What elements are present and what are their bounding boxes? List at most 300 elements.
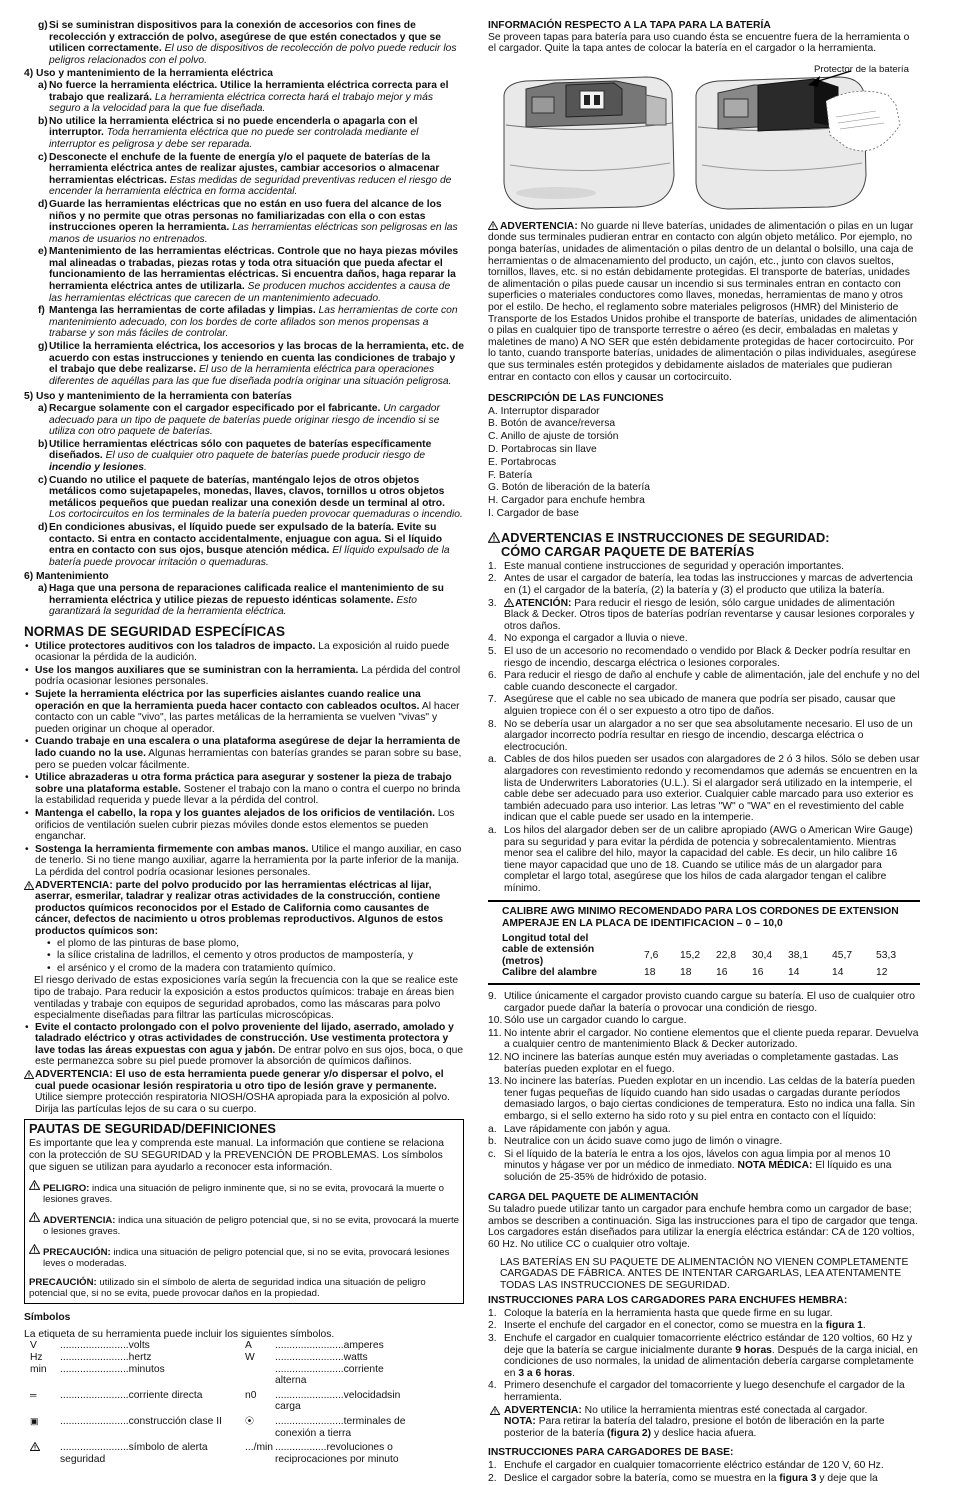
bullet-text: La exposición al ruido puede ocasionar la pérdida de la audición. (35, 640, 450, 664)
function-item: A. Interruptor disparador (488, 405, 600, 417)
simbolos-intro: La etiqueta de su herramienta puede incluir los siguientes símbolos. (24, 1328, 335, 1340)
advertencia-block-2 (24, 1069, 464, 1115)
function-item: D. Portabrocas sin llave (488, 444, 597, 456)
charging-title-line2: CÓMO CARGAR PAQUETE DE BATERÍAS (501, 543, 755, 559)
item-bold: Mantenga las herramientas de corte afiladas y limpias. (49, 305, 316, 317)
warn-icon (30, 1442, 40, 1455)
step-text: Para reducir el riesgo de daño al enchufe y cable de alimentación, jale del enchufe y no del cable cuando desconecte el cargador. (504, 670, 920, 693)
step-bold2: 3 a 6 horas (518, 1367, 573, 1379)
step-bold: figura 1 (825, 1320, 863, 1332)
list-item (24, 341, 464, 387)
step-number: 4. (488, 1380, 497, 1392)
nota-label: NOTA: (504, 1416, 536, 1428)
step-text: Enchufe el cargador en cualquier tomacorriente eléctrico estándar de 120 voltios, 60 Hz y deje que la batería se cargue inicialmente durante (504, 1333, 913, 1356)
item-letter: f) (38, 305, 45, 317)
item-bold: Haga que una persona de reparaciones calificada realice el mantenimiento de su herramienta eléctrica y utilice piezas de repuesto idénticas solamente. (49, 582, 444, 606)
step-number: c. (488, 1148, 497, 1160)
step-text: Primero desenchufe el cargador del tomacorriente y luego desenchufe el cargador de la herramienta. (504, 1380, 905, 1404)
step-number: 2. (488, 573, 497, 585)
tapa-title: INFORMACIÓN RESPECTO A LA TAPA PARA LA BATERÍA (488, 20, 771, 31)
function-list (488, 406, 920, 521)
awg-title1: CALIBRE AWG MINIMO RECOMENDADO PARA LOS CORDONES DE EXTENSION (502, 906, 899, 918)
step-item (488, 1308, 920, 1320)
symbol-cell (275, 1413, 415, 1439)
step-number: 9. (488, 991, 497, 1003)
item-italic: La herramienta eléctrica correcta hará el trabajo mejor y más seguro a la velocidad para la que fue diseñada. (49, 91, 434, 115)
step-bold: figura 3 (779, 1472, 817, 1484)
charging-steps (488, 561, 920, 895)
symbol-cell (30, 1340, 60, 1352)
awg-gauge: 18 (680, 967, 692, 979)
step-item (488, 991, 920, 1014)
symbol-text: Hz (30, 1352, 43, 1363)
symbol-text: ........................hertz (60, 1352, 152, 1363)
bullet-bold: Mantenga el cabello, la ropa y los guantes alejados de los orificios de ventilación. (35, 808, 435, 819)
list-item (24, 116, 464, 151)
symbol-text: ..................revoluciones o reciprocaciones por minuto (275, 1442, 399, 1465)
list-item (24, 305, 464, 340)
left-column (24, 20, 464, 1465)
step-item (488, 646, 920, 669)
bullet-item (24, 665, 464, 688)
nota-bold: (figura 2) (607, 1427, 652, 1439)
step-item (488, 1149, 920, 1184)
step-text: No exponga el cargador a lluvia o nieve. (504, 633, 688, 645)
bullet-text: Sostener el trabajo con la mano o contra el cuerpo no brinda la estabilidad requerida y puede llevar a la pérdida del control. (35, 783, 461, 807)
symbol-cell (60, 1352, 245, 1364)
item-italic: Esto garantizará la seguridad de la herramienta eléctrica. (49, 594, 417, 618)
carga-title: CARGA DEL PAQUETE DE ALIMENTACIÓN (488, 1191, 699, 1203)
riesgo-text: El riesgo derivado de estas exposiciones varía según la frecuencia con la que se realice este tipo de trabajo. Para reducir la exposición a estos productos químicos: trabaje en áreas bien ventiladas y trabaje con equipos de seguridad aprobados, como las máscaras para polvo especialmente diseñadas para filtrar las partículas microscópicas. (34, 975, 459, 1022)
adv4-text: No utilice la herramienta mientras esté conectada al cargador. (581, 1404, 868, 1416)
awg-row2-label: Calibre del alambre (502, 967, 597, 979)
section-heading: 6) Mantenimiento (24, 571, 109, 583)
function-item: G. Botón de liberación de la batería (488, 482, 650, 494)
step-item (488, 670, 920, 693)
bullet-item (24, 772, 464, 807)
symbol-cell (30, 1364, 60, 1387)
sec4-list (24, 80, 464, 387)
symbol-cell (245, 1387, 275, 1413)
item-bold: Guarde las herramientas eléctricas que no están en uso fuera del alcance de los niños y no permite que otras personas no familiarizadas con ella o con estas instrucciones operen la herramienta. (49, 198, 442, 234)
battery-image-right (696, 71, 900, 209)
symbol-text: ........................construcción clase II (60, 1415, 222, 1427)
step-bold: ATENCIÓN: (515, 597, 572, 609)
section-heading: 5) Uso y mantenimiento de la herramienta con baterías (24, 391, 292, 403)
awg-length: 45,7 (832, 950, 853, 962)
step-text: Deslice el cargador sobre la batería, como se muestra en la (504, 1472, 780, 1484)
warning-icon (29, 1180, 40, 1190)
symbol-cell (30, 1352, 60, 1364)
desc-title: DESCRIPCIÓN DE LAS FUNCIONES (488, 393, 664, 405)
step-item (488, 1124, 920, 1136)
item-bold: Desconecte el enchufe de la fuente de energía y/o el paquete de baterías de la herramienta eléctrica antes de realizar ajustes, cambiar accesorios o almacenar herramientas eléctricas. (49, 151, 440, 186)
advertencia-text: ADVERTENCIA: parte del polvo producido por las herramientas eléctricas al lijar, aserrar, esmerilar, taladrar y realizar otras actividades de la construcción, contiene productos químicos reconocidos por el Estado de California como causantes de cáncer, defectos de nacimiento u otros problemas reproductivos. Algunos de estos productos químicos son: (35, 879, 444, 937)
step-number: 2. (488, 1320, 497, 1332)
step-item (488, 1136, 920, 1148)
symbol-cell (30, 1387, 60, 1413)
warning-icon (504, 598, 514, 607)
item-bold: Cuando no utilice el paquete de baterías, manténgalo lejos de otros objetos metálicos como sujetapapeles, monedas, llaves, clavos, tornillos u otros objetos metálicos pequeños que puedan realizar una conexión desde un terminal al otro. (49, 474, 445, 509)
step-item (488, 1473, 920, 1485)
precaucion-note (29, 1277, 459, 1299)
caps-text: LAS BATERÍAS EN SU PAQUETE DE ALIMENTACIÓN NO VIENEN COMPLETAMENTE CARGADAS DE FÁBRICA. ANTES DE INTENTAR CARGARLAS, LEA ATENTAMENTE TODAS LAS INSTRUCCIONES DE SEGURIDAD. (500, 1256, 909, 1291)
step-item (488, 1076, 920, 1122)
precaucion-text: utilizado sin el símbolo de alerta de seguridad indica una situación de peligro potencial que, si no se evita, puede provocar daños en la propiedad. (29, 1277, 426, 1300)
symbol-text: ........................watts (275, 1352, 368, 1363)
item-letter: g) (38, 20, 48, 31)
awg-gauge: 16 (716, 967, 728, 979)
item-letter: b) (38, 115, 48, 127)
step-number: 5. (488, 646, 497, 658)
precaucion-label: PRECAUCIÓN: (29, 1277, 97, 1289)
step-item (488, 825, 920, 895)
chemical-text: la sílice cristalina de ladrillos, el cemento y otros productos de mampostería, y (57, 950, 413, 962)
bullet-item (24, 844, 464, 879)
warning-icon (24, 1070, 34, 1079)
function-item: I. Cargador de base (488, 508, 580, 520)
list-item (24, 403, 464, 438)
pautas-intro: Es importante que lea y comprenda este manual. La información que contiene se relaciona con la protección de SU SEGURIDAD y la PREVENCIÓN DE PROBLEMAS. Los símbolos que siguen se utilizan para ayudarlo a reconocer esta información. (29, 1138, 444, 1173)
step-item (488, 1333, 920, 1379)
symbol-text: n0 (245, 1389, 257, 1401)
list-item (24, 522, 464, 568)
evite-text: De entrar polvo en sus ojos, boca, o que este permanezca sobre su piel puede promover la absorción de químicos dañinos. (35, 1044, 464, 1068)
list-item (24, 475, 464, 521)
warning-icon (29, 1244, 40, 1254)
definition-text: indica una situación de peligro inminente que, si no se evita, provocará la muerte o lesiones graves. (43, 1183, 445, 1206)
symbol-row (30, 1364, 415, 1387)
normas-title: NORMAS DE SEGURIDAD ESPECÍFICAS (24, 623, 286, 639)
symbol-text: W (245, 1352, 255, 1363)
step-number: 3. (488, 597, 497, 609)
item-letter: a) (38, 79, 48, 91)
symbol-cell (275, 1340, 415, 1352)
awg-length: 7,6 (644, 950, 659, 962)
step-number: 10. (488, 1015, 503, 1027)
item-bold: No fuerce la herramienta eléctrica. Utilice la herramienta eléctrica correcta para el trabajo que realizará. (49, 79, 449, 103)
warning-icon (490, 1406, 500, 1415)
chemical-item (46, 963, 464, 975)
step-text: Neutralice con un ácido suave como jugo de limón o vinagre. (504, 1136, 783, 1148)
adv3-text: No guarde ni lleve baterías, unidades de alimentación o pilas en un lugar donde sus terminales pudieran entrar en contacto con algún objeto metálico. Por ejemplo, no ponga baterías, unidades de alimentación o pilas dentro de un delantal o bolsillo, una caja de herramientas o de almacenamiento del producto, un cajón, etc., junto con clavos sueltos, tornillos, llaves, etc. si no están debidamente protegidas. El transporte de baterías, unidades de alimentación o pilas puede causar un incendio si sus terminales entran en contacto con superficies o materiales conductores como llaves, monedas, herramientas de mano y otros por el estilo. De hecho, el reglamento sobre materiales peligrosos (HMR) del Ministerio de Transporte de los Estados Unidos prohibe el transporte de baterías, unidades de alimentación o pilas en cualquier tipo de transporte terrestre o aéreo (es decir, embaladas en maletas y maletines de mano) A NO SER que estén debidamente protegidas de hacer cortocircuito. Por lo tanto, cuando transporte baterías, unidades de alimentación o pilas individuales, asegúrese que sus terminales estén protegidos y debidamente aislados de materiales que pudieran entrar en contacto con ellos y causar un cortocircuito. (488, 220, 917, 383)
definition-text: indica una situación de peligro potencial que, si no se evita, provocará la muerte o lesiones graves. (43, 1215, 459, 1238)
awg-length: 15,2 (680, 950, 701, 962)
step-tail: El líquido es una solución de 25-35% de hidróxido de potasio. (504, 1160, 892, 1183)
chemical-item (46, 950, 464, 962)
item-letter: d) (38, 521, 48, 533)
battery-figures (496, 65, 920, 213)
cls2-icon: ▣ (30, 1415, 39, 1426)
function-item: F. Batería (488, 469, 533, 481)
awg-grid (502, 933, 920, 979)
item-letter: a) (38, 582, 48, 594)
step-text: No intente abrir el cargador. No contiene elementos que el cliente pueda reparar. Devuelva a cualquier centro de mantenimiento Black & Decker autorizado. (504, 1027, 919, 1051)
item-letter: c) (38, 151, 48, 163)
step-item (488, 1015, 920, 1027)
bullet-text: La pérdida del control podría ocasionar lesiones personales. (35, 664, 461, 688)
step-number: 7. (488, 694, 497, 706)
tapa-text: Se proveen tapas para batería para uso cuando ésta se encuentre fuera de la herramienta o el cargador. Quite la tapa antes de colocar la batería en el cargador o la herramienta. (488, 31, 910, 55)
awg-gauge: 14 (832, 967, 844, 979)
step-number: 12. (488, 1052, 503, 1064)
item-letter: e) (38, 246, 48, 258)
symbol-row (30, 1352, 415, 1364)
step-number: 2. (488, 1472, 497, 1484)
step-number: 1. (488, 1307, 497, 1319)
definition-item (29, 1215, 459, 1237)
item-bold: Mantenimiento de las herramientas eléctricas. Controle que no haya piezas móviles mal alineadas o trabadas, piezas rotas y toda otra situación que pueda afectar el funcionamiento de las herramientas eléctricas. Si encuentra daños, haga reparar la herramienta eléctrica antes de utilizarla. (49, 246, 459, 293)
item-bold: Utilice la herramienta eléctrica, los accesorios y las brocas de la herramienta, etc. de acuerdo con estas instrucciones y teniendo en cuenta las condiciones de trabajo y el trabajo que debe realizarse. (49, 341, 464, 376)
symbol-cell (60, 1364, 245, 1387)
bullet-bold: Utilice abrazaderas u otra forma práctica para asegurar y sostener la pieza de trabajo sobre una plataforma estable. (35, 772, 452, 795)
hembra-title: INSTRUCCIONES PARA LOS CARGADORES PARA ENCHUFES HEMBRA: (488, 1295, 848, 1307)
item-bold: Utilice herramientas eléctricas sólo con paquetes de baterías específicamente diseñados. (49, 438, 432, 462)
definitions-list (29, 1183, 459, 1269)
adv2-bold: ADVERTENCIA: El uso de esta herramienta puede generar y/o dispersar el polvo, el cual puede ocasionar lesión respiratoria u otro tipo de lesión grave y permanente. (35, 1069, 444, 1092)
base-steps (488, 1460, 920, 1484)
bullet-bold: Utilice protectores auditivos con los taladros de impacto. (35, 640, 316, 652)
function-item: B. Botón de avance/reversa (488, 418, 616, 430)
list-item (24, 80, 464, 115)
symbol-row (30, 1413, 415, 1439)
symbol-cell (275, 1387, 415, 1413)
symbol-row (30, 1387, 415, 1413)
pautas-box (24, 1119, 464, 1304)
list-item (24, 199, 464, 245)
right-column (488, 20, 920, 1485)
step-bold: 9 horas (735, 1344, 772, 1356)
sec6-list (24, 583, 464, 618)
step-item (488, 1320, 920, 1332)
awg-length: 22,8 (716, 950, 737, 962)
item-italic: Toda herramienta eléctrica que no puede ser controlada mediante el interruptor es peligrosa y debe ser reparada. (49, 127, 419, 150)
chemical-text: el arsénico y el cromo de la madera con tratamiento químico. (57, 962, 336, 974)
symbol-cell (245, 1364, 275, 1387)
symbol-cell (245, 1340, 275, 1352)
adv4-label: ADVERTENCIA: (504, 1404, 582, 1416)
function-item: E. Portabrocas (488, 456, 557, 468)
step-number: a. (488, 824, 497, 836)
step-number: 8. (488, 718, 497, 730)
bullet-bold: Sostenga la herramienta firmemente con ambas manos. (35, 843, 309, 855)
step-number: 3. (488, 1333, 497, 1345)
warning-icon (488, 221, 498, 230)
item-italic: El líquido expulsado de la batería puede provocar irritación o quemaduras. (49, 545, 450, 568)
awg-length: 30,4 (752, 950, 773, 962)
step-text: Cables de dos hilos pueden ser usados con alargadores de 2 ó 3 hilos. Sólo se deben usar alargadores con revestimiento redondo y recomendamos que además se encuentren en la lista de Underwriters Laboratories (U.L.). Si el alargador será utilizado en la intemperie, el cable debe ser adecuado para uso exterior. Cualquier cable marcado para uso exterior es también adecuado para uso interior. Las letras "W" o "WA" en el revestimiento del cable indican que el cable puede ser usado en la intemperie. (504, 754, 920, 824)
item-italic: Se producen muchos accidentes a causa de las herramientas eléctricas que carecen de un mantenimiento adecuado. (49, 281, 451, 304)
symbol-cell (30, 1439, 60, 1465)
item-letter: g) (38, 341, 48, 353)
item-letter: c) (38, 474, 48, 486)
step-item (488, 1380, 920, 1403)
step-number: 13. (488, 1076, 503, 1088)
bullet-text: Algunas herramientas con baterías grandes se paran sobre su base, pero se pueden volcar fácilmente. (35, 748, 462, 771)
gnd-icon: ⦿ (245, 1415, 255, 1426)
warning-icon (24, 881, 34, 890)
awg-row1-label: cable de extensión (metros) (502, 944, 595, 967)
step-number: b. (488, 1136, 497, 1148)
item-bold: No utilice la herramienta eléctrica si no puede encenderla o apagarla con el interruptor. (49, 115, 418, 139)
item-italic: Las herramientas eléctricas son peligrosas en las manos de usuarios no entrenados. (49, 222, 458, 245)
function-item: C. Anillo de ajuste de torsión (488, 431, 619, 443)
symbol-text: ........................terminales de conexión a tierra (275, 1415, 406, 1439)
evite-item (24, 1022, 464, 1068)
step-item (488, 1052, 920, 1075)
item-bolditalic: incendio y lesiones (49, 461, 144, 473)
item-letter: a) (38, 403, 48, 414)
symbol-cell (275, 1352, 415, 1364)
definition-label: PELIGRO: (43, 1183, 90, 1195)
symbol-text: V (30, 1340, 37, 1352)
adv3-label: ADVERTENCIA: (500, 220, 578, 232)
symbol-text: min (30, 1363, 47, 1375)
step-text: Para reducir el riesgo de lesión, sólo cargue unidades de alimentación Black & Decker. Otros tipos de baterías podrían reventarse y causar lesiones corporales y otros daños. (504, 597, 915, 632)
step-bold: NOTA MÉDICA: (737, 1160, 813, 1172)
symbol-cell (275, 1364, 415, 1387)
chemicals-list (24, 938, 464, 975)
item-italic: Las herramientas de corte con mantenimiento adecuado, con los bordes de corte afilados son menos propensas a trabarse y son más fáciles de controlar. (49, 305, 458, 340)
step-text: No se debería usar un alargador a no ser que sea absolutamente necesario. El uso de un alargador incorrecto podría resultar en riesgo de incendio, descarga eléctrica o electrocución. (504, 718, 913, 753)
function-item: H. Cargador para enchufe hembra (488, 495, 645, 507)
charging-title-line1: ADVERTENCIAS E INSTRUCCIONES DE SEGURIDAD: (501, 529, 830, 545)
list-item (24, 152, 464, 198)
bullet-bold: Cuando trabaje en una escalera o una plataforma asegúrese de dejar la herramienta de lado cuando no la use. (35, 736, 461, 760)
bullet-text: Al hacer contacto con un cable "vivo", las partes metálicas de la herramienta se vuelven "vivas" y pueden originar un choque al operador. (35, 700, 460, 735)
nota-tail: y deslice hacia afuera. (651, 1427, 757, 1439)
symbol-cell (60, 1413, 245, 1439)
bullet-item (24, 689, 464, 735)
step-item (488, 561, 920, 573)
bullet-item (24, 736, 464, 771)
symbol-text: A (245, 1340, 252, 1352)
advertencia-block-3 (488, 221, 920, 383)
step-tail2: . (572, 1367, 576, 1379)
bullet-text: Los orificios de ventilación suelen cubrir piezas móviles donde estos elementos se pueden enganchar. (35, 808, 455, 843)
item-letter: b) (38, 438, 48, 450)
list-item (24, 583, 464, 618)
symbol-text: .../min (245, 1442, 274, 1454)
section-heading: 4) Uso y mantenimiento de la herramienta eléctrica (24, 68, 273, 80)
nota-text: Para retirar la batería del taladro, presione el botón de liberación en la parte posterior de la batería (504, 1416, 885, 1439)
symbol-text: ........................velocidadsin carga (275, 1389, 401, 1413)
symbol-text: ........................minutos (60, 1363, 165, 1375)
item-bold: En condiciones abusivas, el líquido puede ser expulsado de la batería. Evite su contacto. Si entra en contacto accidentalmente, enjuague con agua. Si el líquido entra en contacto con sus ojos, busque atención médica. (49, 521, 443, 557)
chemical-text: el plomo de las pinturas de base plomo, (57, 937, 240, 949)
step-text: Los hilos del alargador deben ser de un calibre apropiado (AWG o American Wire Gauge) para su seguridad y para evitar la pérdida de potencia y sobrecalentamiento. Mientras menor sea el calibre del hilo, mayor la capacidad del cable. Es decir, un hilo calibre 16 tiene mayor capacidad que uno de 18. Cuando se utilice más de un alargador para completar el largo total, asegúrese que los hilos de cada alargador tengan el calibre mínimo. (504, 824, 913, 894)
symbol-cell (60, 1439, 245, 1465)
item-bold: Recargue solamente con el cargador especificado por el fabricante. (49, 403, 381, 414)
step-text: Enchufe el cargador en cualquier tomacorriente eléctrico estándar de 120 V, 60 Hz. (504, 1460, 884, 1472)
item-italic: Los cortocircuitos en los terminales de la batería pueden provocar quemaduras o incendio. (49, 509, 463, 521)
symbol-row (30, 1439, 415, 1465)
symbol-cell (60, 1340, 245, 1352)
chemical-item (46, 938, 464, 950)
symbols-table (30, 1340, 415, 1465)
hembra-steps (488, 1308, 920, 1404)
step-text: Utilice únicamente el cargador provisto cuando cargue su batería. El uso de cualquier otro cargador puede dañar la batería o provocar una condición de riesgo. (504, 991, 915, 1014)
battery-illustration (496, 65, 916, 213)
step-item (488, 754, 920, 824)
item-italic: El uso de la herramienta eléctrica para operaciones diferentes de aquéllas para las que fue diseñada podría originar una situación peligrosa. (49, 364, 452, 387)
bullet-text: Utilice el mango auxiliar, en caso de tenerlo. Si no tiene mango auxiliar, agarre la herramienta por la parte inferior de la manija. La pérdida del control podría ocasionar lesiones personales. (35, 843, 462, 878)
step-item (488, 719, 920, 754)
step-text: Si el líquido de la batería le entra a los ojos, lávelos con agua limpia por al menos 10 minutos y hágase ver por un médico de inmediato. (504, 1148, 891, 1172)
charging-steps-2 (488, 991, 920, 1184)
step-number: 1. (488, 560, 497, 572)
step-item (488, 598, 920, 633)
item-italic: El uso de cualquier otro paquete de baterías puede producir riesgo de (102, 450, 426, 462)
step-text: El uso de un accesorio no recomendado o vendido por Black & Decker podría resultar en riesgo de incendio, descarga eléctrica o lesiones corporales. (504, 646, 911, 669)
definition-label: ADVERTENCIA: (43, 1215, 116, 1227)
definition-item (29, 1183, 459, 1205)
list-item (24, 20, 464, 66)
definition-text: indica una situación de peligro potencial que, si no se evita, provocará lesiones leves o moderadas. (43, 1247, 450, 1270)
awg-gauge: 12 (876, 967, 888, 979)
bullet-bold: Use los mangos auxiliares que se suministran con la herramienta. (35, 664, 359, 676)
step-item (488, 633, 920, 645)
warning-icon (29, 1212, 40, 1222)
symbol-cell (245, 1352, 275, 1364)
item-bold: Si se suministran dispositivos para la conexión de accesorios con fines de recolección y extracción de polvo, asegúrese de que estén conectados y que se utilicen correctamente. (49, 20, 442, 55)
symbol-text: ........................volts (60, 1340, 150, 1352)
item-italic: El uso de dispositivos de recolección de polvo puede reducir los peligros relacionados con el polvo. (49, 43, 457, 66)
normas-list (24, 641, 464, 879)
symbol-cell (245, 1439, 275, 1465)
awg-gauge: 14 (788, 967, 800, 979)
evite-bold: Evite el contacto prolongado con el polvo proveniente del lijado, aserrado, amolado y taladrado eléctrico y otras actividades de construcción. Use vestimenta protectora y lave todas las áreas expuestas con agua y jabón. (35, 1021, 454, 1056)
symbol-cell (275, 1439, 415, 1465)
step-number: 4. (488, 633, 497, 645)
step-tail: . Después de la carga inicial, en condiciones de uso normales, la unidad de alimentación debería cargarse completamente en (504, 1344, 918, 1379)
item-tail: . (144, 461, 147, 473)
step-text: Asegúrese que el cable no sea ubicado de manera que podría ser pisado, causar que alguien tropiece con él o ser expuesto a otro tipo de daños. (504, 694, 896, 717)
step-item (488, 1028, 920, 1051)
step-item (488, 694, 920, 717)
item-italic: Un cargador adecuado para un tipo de paquete de baterías puede originar riesgo de incendio si se utiliza con otro paquete de baterías. (49, 403, 440, 438)
step-item (488, 573, 920, 596)
simbolos-title: Símbolos (24, 1312, 71, 1324)
awg-gauge: 18 (644, 967, 656, 979)
awg-title2: AMPERAJE EN LA PLACA DE IDENTIFICACION – 0 – 10,0 (502, 918, 783, 930)
symbol-cell (60, 1387, 245, 1413)
adv2-text: Utilice siempre protección respiratoria NIOSH/OSHA apropiada para la exposición al polvo. Dirija las partículas lejos de su cara o su cuerpo. (35, 1092, 450, 1115)
step-text: NO incinere las baterías aunque estén muy averiadas o completamente gastadas. Las baterías pueden explotar en el fuego. (504, 1052, 899, 1075)
advertencia-block (24, 880, 464, 938)
awg-row0: Longitud total del (502, 932, 589, 944)
bullet-bold: Sujete la herramienta eléctrica por las superficies aislantes cuando realice una operación en que la herramienta pueda hacer contacto con cableados ocultos. (35, 689, 421, 712)
step-text: Este manual contiene instrucciones de seguridad y operación importantes. (504, 560, 844, 572)
list-item (24, 246, 464, 304)
symbol-cell (245, 1413, 275, 1439)
step-text: Antes de usar el cargador de batería, lea todas las instrucciones y marcas de advertencia en (1) el cargador de la batería, (2) la batería y (3) el producto que utiliza la batería. (504, 573, 913, 597)
definition-item (29, 1247, 459, 1269)
awg-length: 38,1 (788, 950, 809, 962)
step-number: a. (488, 754, 497, 766)
step-text: No incinere las baterías. Pueden explotar en un incendio. Las celdas de la batería pueden tener fugas pequeñas de líquido cuando han sido usadas o cargadas durante períodos demasiado largos, o bajo ciertas condiciones de temperatura. Esto no indica una falla. Sin embargo, si el sello externo ha sido roto y su piel entra en contacto con el líquido: (504, 1076, 916, 1122)
carga-text: Su taladro puede utilizar tanto un cargador para enchufe hembra como un cargador de base; ambos se describen a continuación. Siga las instrucciones para el tipo de cargador que tenga. Los cargadores están diseñados para utilizar la energía eléctrica estándar: CA de 120 voltios, 60 Hz. No utilice CC o cualquier otro voltaje. (488, 1204, 918, 1250)
symbol-cell (30, 1413, 60, 1439)
item-italic: Estas medidas de seguridad preventivas reducen el riesgo de encender la herramienta eléctrica en forma accidental. (49, 174, 452, 198)
awg-length: 53,3 (876, 950, 897, 962)
item-letter: d) (38, 198, 48, 210)
bullet-item (24, 808, 464, 843)
step-item (488, 1460, 920, 1472)
definition-label: PRECAUCIÓN: (43, 1247, 111, 1259)
list-item (24, 439, 464, 474)
step-text: Lave rápidamente con jabón y agua. (504, 1123, 671, 1135)
